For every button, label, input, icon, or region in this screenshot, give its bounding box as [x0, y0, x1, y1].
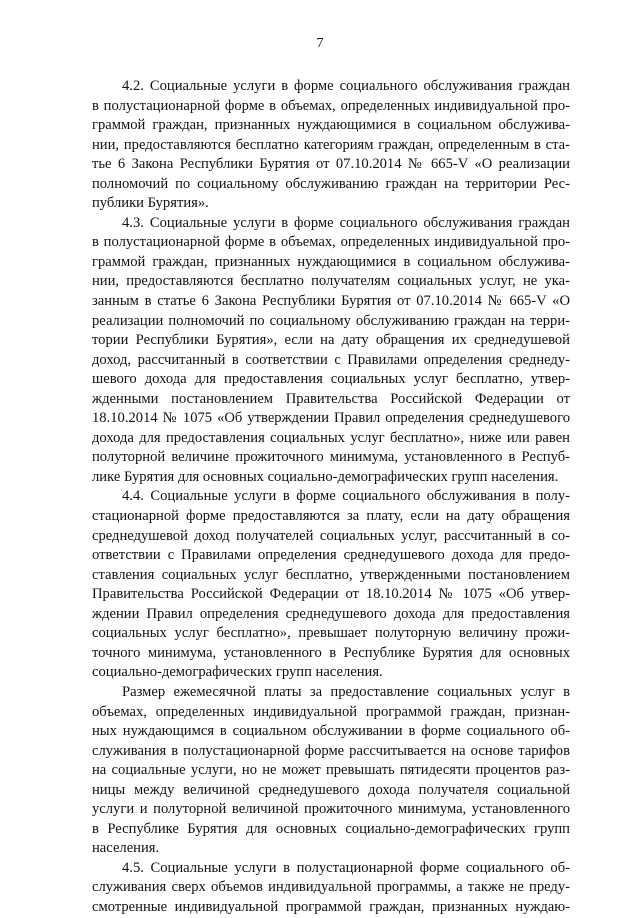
- text-line: на социальные услуги, но не может превышать пятидесяти процентов раз-: [92, 762, 570, 779]
- text-line: точного минимума, установленного в Республике Бурятия для основных: [92, 644, 570, 661]
- text-line: ответствии с Правилами определения среднедушевого дохода для предо-: [92, 547, 570, 564]
- text-line: граммой граждан, признанных нуждающимися в социальном обслужива-: [92, 253, 570, 270]
- page-number: 7: [316, 36, 324, 51]
- text-line: дохода для предоставления социальных услуг бесплатно», ниже или равен: [92, 429, 570, 446]
- text-line: лике Бурятия для основных социально-демографических групп населения.: [92, 468, 559, 485]
- text-line: ницы между величиной среднедушевого дохода получателя социальной: [92, 781, 570, 798]
- paragraph-first-line: 4.2. Социальные услуги в форме социального обслуживания граждан: [122, 78, 570, 94]
- text-line: объемах, определенных индивидуальной программой граждан, признан-: [92, 703, 570, 720]
- text-line: в полустационарной форме в объемах, определенных индивидуальной про-: [92, 234, 570, 251]
- text-line: тории Республики Бурятия», если на дату обращения их среднедушевой: [92, 332, 570, 349]
- text-line: среднедушевой доход получателей социальных услуг, рассчитанный в со-: [92, 527, 570, 544]
- text-line: публики Бурятия».: [92, 195, 209, 212]
- text-line: тье 6 Закона Республики Бурятия от 07.10.2014 № 665-V «О реализации: [92, 156, 570, 173]
- text-line: реализации полномочий по социальному обслуживанию граждан на терри-: [92, 312, 570, 329]
- text-line: в полустационарной форме в объемах, определенных индивидуальной про-: [92, 97, 570, 114]
- text-line: населения.: [92, 840, 160, 857]
- text-line: служивания в полустационарной форме рассчитывается на основе тарифов: [92, 742, 570, 759]
- text-line: ставления социальных услуг бесплатно, утвержденными постановлением: [92, 566, 570, 583]
- text-line: 18.10.2014 № 1075 «Об утверждении Правил определения среднедушевого: [92, 410, 570, 427]
- text-line: служивания сверх объемов индивидуальной программы, а также не преду-: [92, 879, 570, 896]
- text-line: шевого дохода для предоставления социальных услуг бесплатно, утвер-: [92, 371, 570, 388]
- text-line: нии, предоставляются бесплатно получателям социальных услуг, не ука-: [92, 273, 570, 290]
- text-line: жденными постановлением Правительства Российской Федерации от: [92, 390, 570, 407]
- text-line: социально-демографических групп населения.: [92, 664, 383, 681]
- text-line: занным в статье 6 Закона Республики Бурятия от 07.10.2014 № 665-V «О: [92, 293, 570, 310]
- text-line: социальных услуг бесплатно», превышает полуторную величину прожи-: [92, 625, 570, 642]
- paragraph-first-line: 4.4. Социальные услуги в форме социального обслуживания в полу-: [122, 488, 570, 505]
- text-line: Правительства Российской Федерации от 18.10.2014 № 1075 «Об утвер-: [92, 586, 570, 603]
- text-line: доход, рассчитанный в соответствии с Правилами определения среднеду-: [92, 351, 570, 368]
- document-body: [92, 77, 570, 918]
- text-line: стационарной форме предоставляются за плату, если на дату обращения: [92, 508, 570, 525]
- text-line: в Республике Бурятия для основных социально-демографических групп: [92, 820, 570, 837]
- text-line: услуги и полуторной величиной прожиточного минимума, установленного: [92, 801, 570, 818]
- text-line: полномочий по социальному обслуживанию граждан на территории Рес-: [92, 175, 570, 192]
- text-line: смотренные индивидуальной программой граждан, признанных нуждаю-: [92, 898, 570, 915]
- text-line: полуторной величине прожиточного минимума, установленного в Респуб-: [92, 449, 570, 466]
- paragraph-first-line: 4.5. Социальные услуги в полустационарной форме социального об-: [122, 859, 570, 876]
- text-line: ных нуждающимся в социальном обслуживании в форме социального об-: [92, 723, 570, 740]
- paragraph-first-line: Размер ежемесячной платы за предоставление социальных услуг в: [122, 683, 570, 700]
- paragraph-first-line: 4.3. Социальные услуги в форме социального обслуживания граждан: [122, 214, 570, 231]
- text-line: ждении Правил определения среднедушевого дохода для предоставления: [92, 605, 570, 622]
- text-line: граммой граждан, признанных нуждающимися в социальном обслужива-: [92, 117, 570, 134]
- text-line: нии, предоставляются бесплатно категориям граждан, определенным в ста-: [92, 136, 570, 153]
